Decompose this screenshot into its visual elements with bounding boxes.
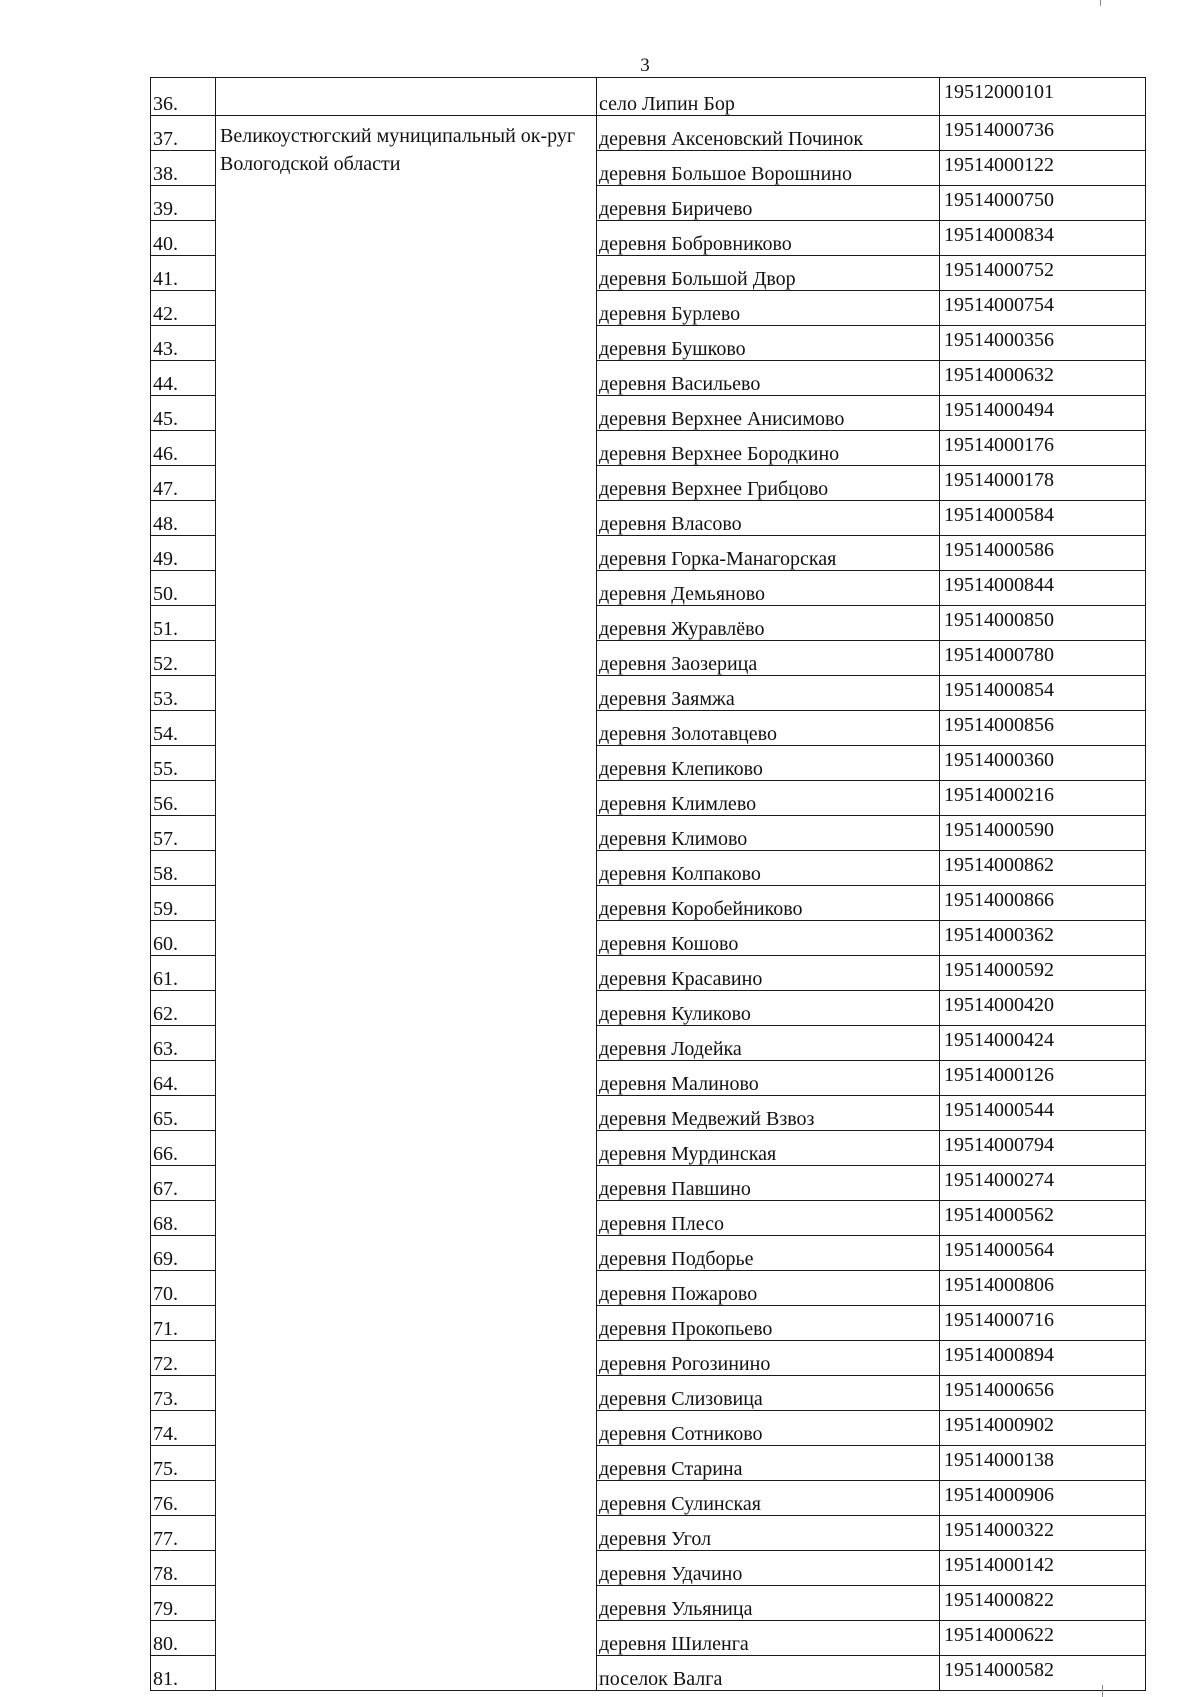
row-number: 68.	[151, 1201, 216, 1236]
settlement-name: деревня Павшино	[597, 1166, 940, 1201]
settlement-name: деревня Мурдинская	[597, 1131, 940, 1166]
settlement-name: деревня Верхнее Грибцово	[597, 466, 940, 501]
settlement-name: деревня Большой Двор	[597, 256, 940, 291]
row-number: 59.	[151, 886, 216, 921]
oktmo-code: 19514000780	[940, 641, 1146, 676]
settlement-name: деревня Плесо	[597, 1201, 940, 1236]
settlement-name: деревня Бобровниково	[597, 221, 940, 256]
oktmo-code: 19514000736	[940, 116, 1146, 151]
oktmo-code: 19514000656	[940, 1376, 1146, 1411]
row-number: 56.	[151, 781, 216, 816]
settlement-name: деревня Сотниково	[597, 1411, 940, 1446]
scan-edge-mark-top	[1100, 0, 1101, 6]
settlement-name: деревня Климово	[597, 816, 940, 851]
settlement-name: деревня Угол	[597, 1516, 940, 1551]
row-number: 36.	[151, 78, 216, 116]
row-number: 44.	[151, 361, 216, 396]
oktmo-code: 19514000754	[940, 291, 1146, 326]
settlement-name: деревня Золотавцево	[597, 711, 940, 746]
oktmo-code: 19514000424	[940, 1026, 1146, 1061]
settlement-name: деревня Шиленга	[597, 1621, 940, 1656]
settlement-name: деревня Клепиково	[597, 746, 940, 781]
row-number: 43.	[151, 326, 216, 361]
settlement-name: деревня Заозерица	[597, 641, 940, 676]
oktmo-code: 19514000420	[940, 991, 1146, 1026]
settlement-name: деревня Рогозинино	[597, 1341, 940, 1376]
settlement-name: деревня Пожарово	[597, 1271, 940, 1306]
oktmo-code: 19514000176	[940, 431, 1146, 466]
oktmo-code: 19514000592	[940, 956, 1146, 991]
settlement-name: деревня Заямжа	[597, 676, 940, 711]
settlement-name: деревня Старина	[597, 1446, 940, 1481]
row-number: 65.	[151, 1096, 216, 1131]
row-number: 81.	[151, 1656, 216, 1691]
oktmo-code: 19514000362	[940, 921, 1146, 956]
oktmo-code: 19514000142	[940, 1551, 1146, 1586]
settlement-name: деревня Большое Ворошнино	[597, 151, 940, 186]
row-number: 51.	[151, 606, 216, 641]
settlement-name: деревня Медвежий Взвоз	[597, 1096, 940, 1131]
settlement-name: деревня Климлево	[597, 781, 940, 816]
oktmo-code: 19514000360	[940, 746, 1146, 781]
oktmo-code: 19514000862	[940, 851, 1146, 886]
settlement-name: деревня Верхнее Анисимово	[597, 396, 940, 431]
oktmo-code: 19514000622	[940, 1621, 1146, 1656]
oktmo-code: 19514000906	[940, 1481, 1146, 1516]
settlement-name: деревня Малиново	[597, 1061, 940, 1096]
row-number: 71.	[151, 1306, 216, 1341]
oktmo-code: 19514000590	[940, 816, 1146, 851]
settlement-name: деревня Горка-Манагорская	[597, 536, 940, 571]
oktmo-code: 19514000544	[940, 1096, 1146, 1131]
oktmo-code: 19514000822	[940, 1586, 1146, 1621]
row-number: 75.	[151, 1446, 216, 1481]
row-number: 80.	[151, 1621, 216, 1656]
row-number: 38.	[151, 151, 216, 186]
oktmo-code: 19514000752	[940, 256, 1146, 291]
row-number: 53.	[151, 676, 216, 711]
oktmo-code: 19514000274	[940, 1166, 1146, 1201]
row-number: 76.	[151, 1481, 216, 1516]
settlement-name: деревня Биричево	[597, 186, 940, 221]
oktmo-code: 19514000494	[940, 396, 1146, 431]
oktmo-code: 19514000844	[940, 571, 1146, 606]
oktmo-code: 19514000178	[940, 466, 1146, 501]
settlement-name: деревня Коробейниково	[597, 886, 940, 921]
oktmo-code: 19514000356	[940, 326, 1146, 361]
municipality-cell-empty	[216, 78, 597, 116]
row-number: 70.	[151, 1271, 216, 1306]
row-number: 47.	[151, 466, 216, 501]
table-row	[151, 116, 1146, 151]
row-number: 40.	[151, 221, 216, 256]
row-number: 60.	[151, 921, 216, 956]
row-number: 42.	[151, 291, 216, 326]
row-number: 50.	[151, 571, 216, 606]
row-number: 57.	[151, 816, 216, 851]
settlement-name: поселок Валга	[597, 1656, 940, 1691]
row-number: 73.	[151, 1376, 216, 1411]
settlement-name: деревня Демьяново	[597, 571, 940, 606]
oktmo-code: 19514000854	[940, 676, 1146, 711]
row-number: 69.	[151, 1236, 216, 1271]
row-number: 54.	[151, 711, 216, 746]
row-number: 74.	[151, 1411, 216, 1446]
row-number: 79.	[151, 1586, 216, 1621]
oktmo-code: 19514000582	[940, 1656, 1146, 1691]
row-number: 72.	[151, 1341, 216, 1376]
oktmo-code: 19514000716	[940, 1306, 1146, 1341]
settlement-name: деревня Бурлево	[597, 291, 940, 326]
row-number: 61.	[151, 956, 216, 991]
settlement-name: деревня Власово	[597, 501, 940, 536]
oktmo-code: 19514000902	[940, 1411, 1146, 1446]
oktmo-code: 19514000586	[940, 536, 1146, 571]
row-number: 39.	[151, 186, 216, 221]
settlement-name: деревня Верхнее Бородкино	[597, 431, 940, 466]
oktmo-code: 19514000750	[940, 186, 1146, 221]
settlement-name: деревня Удачино	[597, 1551, 940, 1586]
settlement-name: деревня Васильево	[597, 361, 940, 396]
oktmo-code: 19514000806	[940, 1271, 1146, 1306]
table-row	[151, 78, 1146, 116]
oktmo-code: 19514000126	[940, 1061, 1146, 1096]
oktmo-code: 19514000122	[940, 151, 1146, 186]
oktmo-code: 19514000562	[940, 1201, 1146, 1236]
row-number: 45.	[151, 396, 216, 431]
oktmo-code: 19514000834	[940, 221, 1146, 256]
settlement-name: деревня Ульяница	[597, 1586, 940, 1621]
settlements-table-body	[151, 78, 1146, 1691]
row-number: 52.	[151, 641, 216, 676]
settlements-table	[150, 77, 1146, 1691]
settlement-name: деревня Лодейка	[597, 1026, 940, 1061]
row-number: 63.	[151, 1026, 216, 1061]
settlement-name: деревня Прокопьево	[597, 1306, 940, 1341]
oktmo-code: 19514000138	[940, 1446, 1146, 1481]
row-number: 67.	[151, 1166, 216, 1201]
oktmo-code: 19514000632	[940, 361, 1146, 396]
oktmo-code: 19514000584	[940, 501, 1146, 536]
row-number: 41.	[151, 256, 216, 291]
row-number: 62.	[151, 991, 216, 1026]
settlement-name: деревня Колпаково	[597, 851, 940, 886]
settlement-name: деревня Красавино	[597, 956, 940, 991]
settlement-name: деревня Кошово	[597, 921, 940, 956]
scan-edge-mark-bottom	[1102, 1685, 1103, 1697]
oktmo-code: 19512000101	[940, 78, 1146, 116]
row-number: 46.	[151, 431, 216, 466]
settlement-name: деревня Куликово	[597, 991, 940, 1026]
row-number: 77.	[151, 1516, 216, 1551]
settlement-name: село Липин Бор	[597, 78, 940, 116]
oktmo-code: 19514000866	[940, 886, 1146, 921]
row-number: 58.	[151, 851, 216, 886]
row-number: 49.	[151, 536, 216, 571]
settlement-name: деревня Подборье	[597, 1236, 940, 1271]
oktmo-code: 19514000322	[940, 1516, 1146, 1551]
row-number: 48.	[151, 501, 216, 536]
row-number: 55.	[151, 746, 216, 781]
settlement-name: деревня Аксеновский Починок	[597, 116, 940, 151]
page-number: 3	[640, 55, 650, 76]
row-number: 66.	[151, 1131, 216, 1166]
municipality-name: Великоустюгский муниципальный ок-руг Вологодской области	[216, 116, 597, 1691]
oktmo-code: 19514000564	[940, 1236, 1146, 1271]
oktmo-code: 19514000216	[940, 781, 1146, 816]
settlement-name: деревня Сулинская	[597, 1481, 940, 1516]
row-number: 64.	[151, 1061, 216, 1096]
oktmo-code: 19514000850	[940, 606, 1146, 641]
settlement-name: деревня Слизовица	[597, 1376, 940, 1411]
oktmo-code: 19514000794	[940, 1131, 1146, 1166]
row-number: 37.	[151, 116, 216, 151]
oktmo-code: 19514000894	[940, 1341, 1146, 1376]
settlement-name: деревня Бушково	[597, 326, 940, 361]
settlement-name: деревня Журавлёво	[597, 606, 940, 641]
oktmo-code: 19514000856	[940, 711, 1146, 746]
row-number: 78.	[151, 1551, 216, 1586]
